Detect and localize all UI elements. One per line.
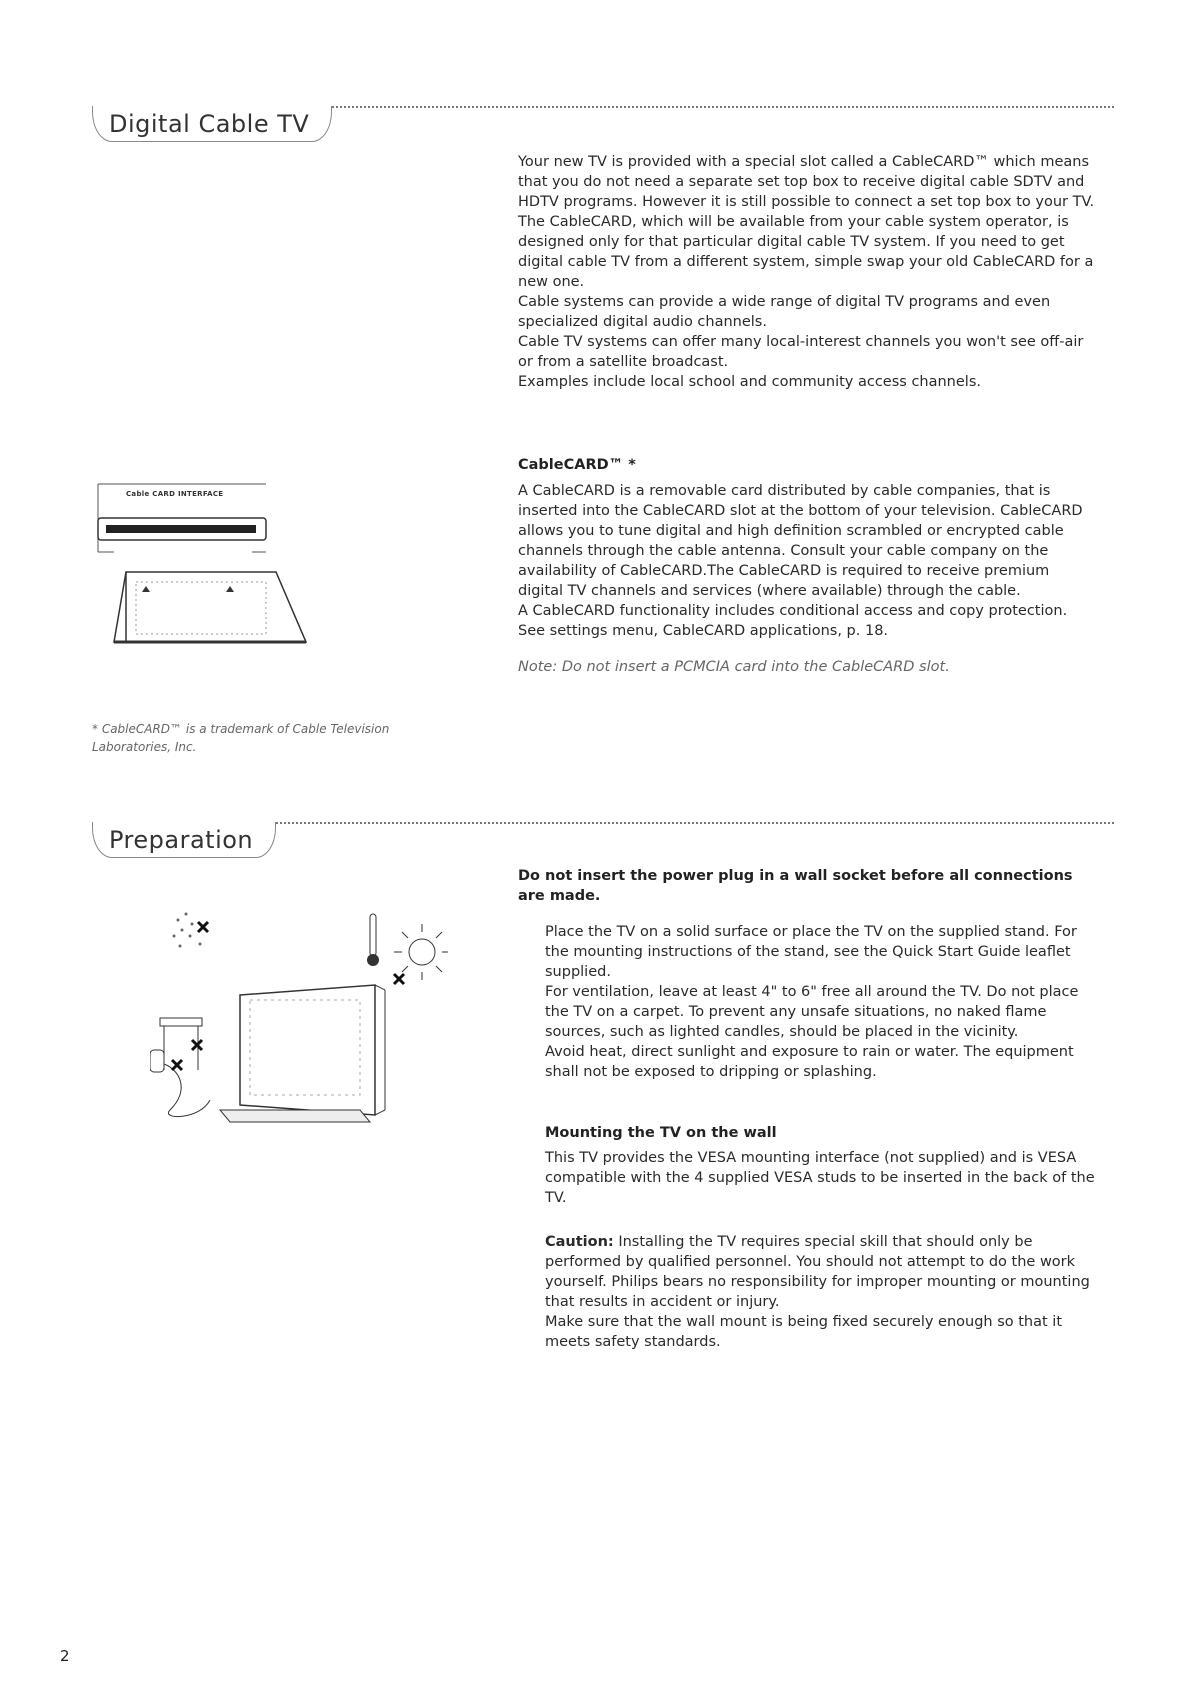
mounting-text: This TV provides the VESA mounting interface (not supplied) and is VESA compatible with the 4 supplied VESA studs to be inserted in the back of the TV. [545,1150,1095,1206]
section-header-preparation [92,822,1114,862]
paragraph: Cable systems can provide a wide range of digital TV programs and even specialized digital audio channels. [518,294,1051,330]
paragraph: The CableCARD, which will be available from your cable system operator, is designed only for that particular digital cable TV system. If you need to get digital cable TV from a different system, simple swap your old CableCARD for a new one. [518,214,1094,290]
page-number: 2 [60,1647,70,1665]
section-header-digital-cable [92,106,1114,146]
mounting-subheading: Mounting the TV on the wall [545,1125,777,1141]
caution-label: Caution: [545,1234,614,1250]
section-title-pill [92,106,332,142]
cablecard-slot-illustration [96,482,316,652]
illustration-label: Cable CARD INTERFACE [126,490,224,498]
note: Note: Do not insert a PCMCIA card into the CableCARD slot. [518,659,950,675]
section-title-pill [92,822,276,858]
cross-icon [198,922,208,932]
warning-text: Do not insert the power plug in a wall socket before all connections are made. [518,868,1073,904]
paragraph: For ventilation, leave at least 4" to 6" free all around the TV. Do not place the TV on a carpet. To prevent any unsafe situations, no naked flame sources, such as lighted candles, should be placed in the vicinity. [545,984,1079,1040]
footnote: * CableCARD™ is a trademark of Cable Television Laboratories, Inc. [92,722,390,754]
paragraph: Make sure that the wall mount is being fixed securely enough so that it meets safety standards. [545,1314,1063,1350]
intro-text [518,152,1098,392]
preparation-body [545,922,1100,1082]
wall-socket-icon [150,1050,164,1072]
thermometer-icon [370,914,376,956]
caution-paragraph [545,1232,1100,1312]
paragraph: Examples include local school and community access channels. [518,374,981,390]
paragraph: A CableCARD is a removable card distributed by cable companies, that is inserted into the CableCARD slot at the bottom of your television. CableCARD allows you to tune digital and high definition scrambled or encrypted cable channels through the cable antenna. Consult your cable company on the availability of CableCARD.The CableCARD is required to receive premium digital TV channels and services (where available) through the cable. [518,483,1083,599]
sun-icon [409,939,435,965]
section-title: Preparation [109,826,254,854]
table-icon [160,1018,202,1026]
paragraph: Place the TV on a solid surface or place the TV on the supplied stand. For the mounting instructions of the stand, see the Quick Start Guide leaflet supplied. [545,924,1077,980]
paragraph: Avoid heat, direct sunlight and exposure to rain or water. The equipment shall not be exposed to dripping or splashing. [545,1044,1074,1080]
preparation-illustration [150,900,450,1130]
caution-text: Installing the TV requires special skill that should only be performed by qualified personnel. You should not attempt to do the work yourself. Philips bears no responsibility for improper mounting or mounting that results in accident or injury. [545,1234,1090,1310]
paragraph: Your new TV is provided with a special slot called a CableCARD™ which means that you do not need a separate set top box to receive digital cable SDTV and HDTV programs. However it is still possible to connect a set top box to your TV. [518,154,1095,210]
rain-icon [173,913,202,948]
caution-block [545,1232,1100,1352]
paragraph: Cable TV systems can offer many local-interest channels you won't see off-air or from a satellite broadcast. [518,334,1084,370]
cablecard-section [518,455,1098,677]
subheading: CableCARD™ * [518,457,636,473]
power-cable-icon [164,1064,210,1117]
paragraph: A CableCARD functionality includes conditional access and copy protection. See settings menu, CableCARD applications, p. 18. [518,603,1068,639]
section-title: Digital Cable TV [109,110,310,138]
